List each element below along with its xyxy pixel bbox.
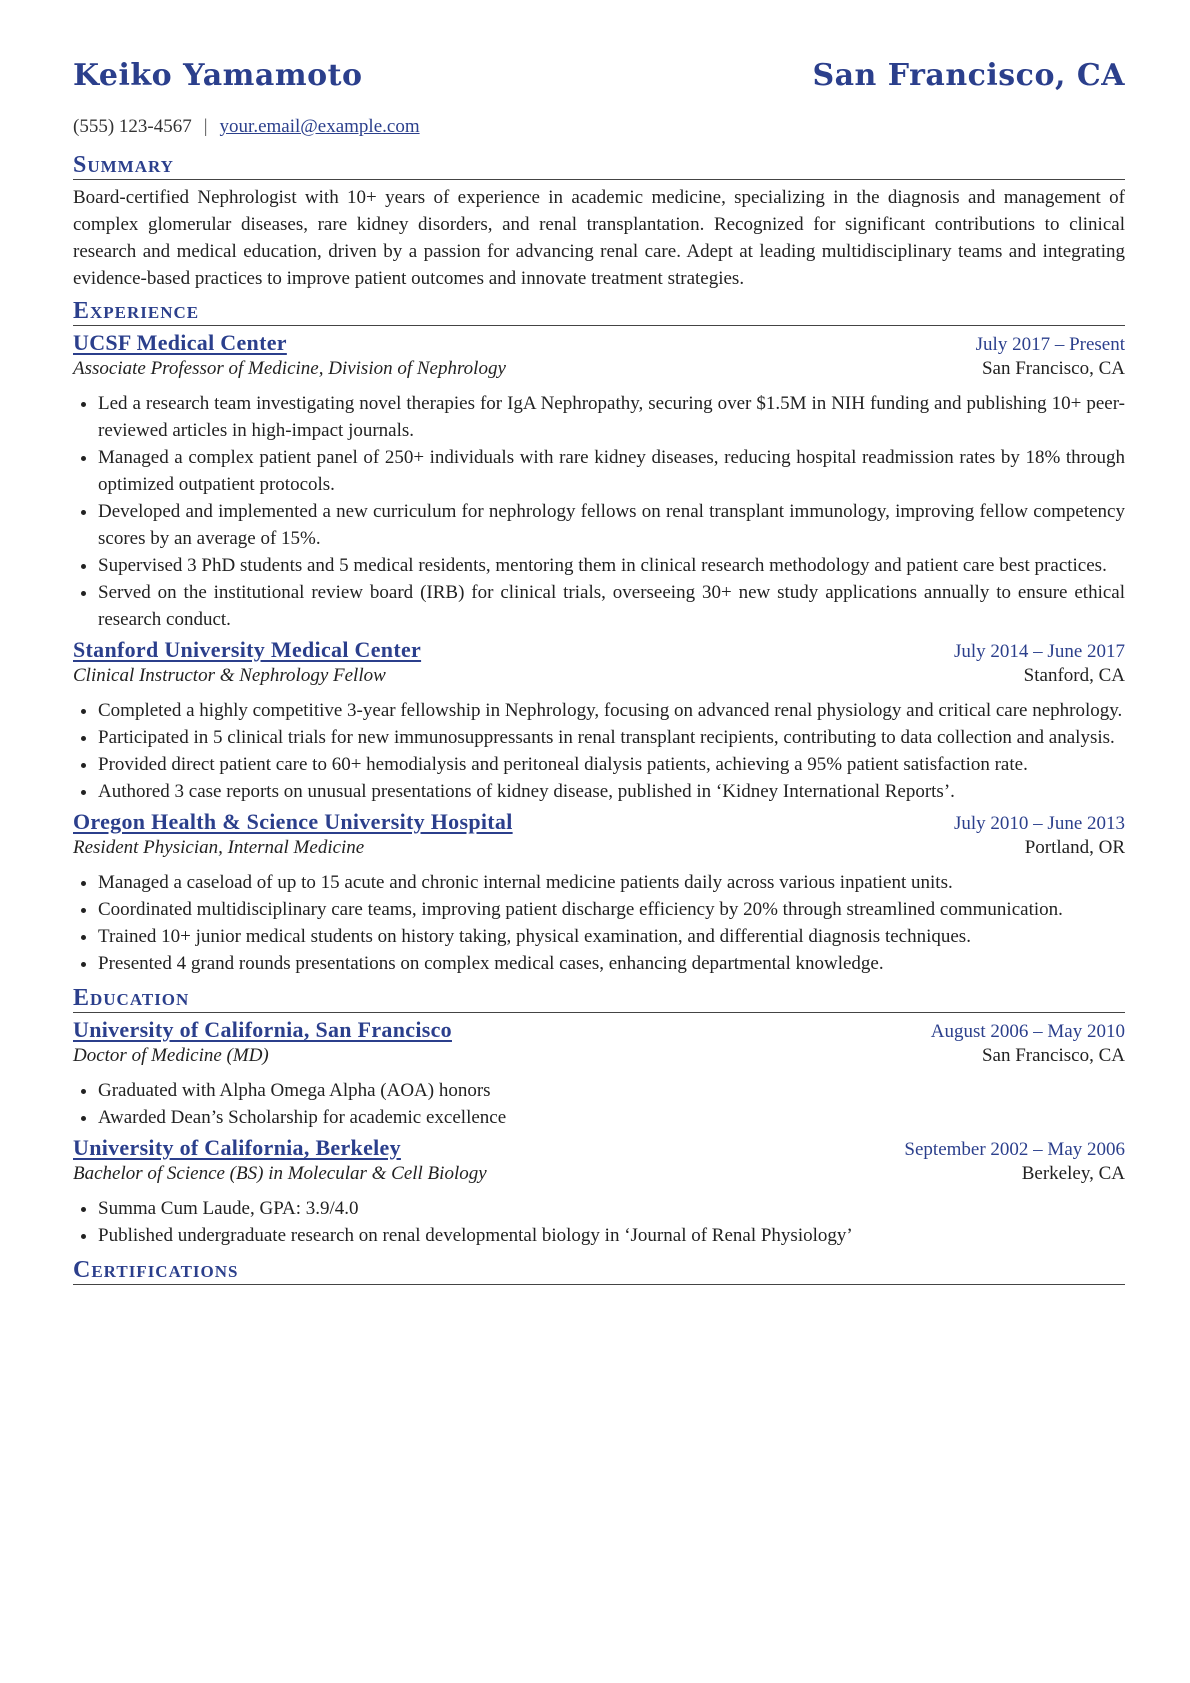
section-title-experience: Experience xyxy=(73,298,1125,326)
entry-header xyxy=(73,809,1125,835)
bullet-list xyxy=(73,1195,1125,1249)
bullet-item: • Completed a highly competitive 3-year fellowship in Nephrology, focusing on advanced renal physiology and critical care nephrology. xyxy=(98,697,1125,724)
education-entry xyxy=(73,1135,1125,1249)
education-entry xyxy=(73,1017,1125,1131)
organization-name[interactable]: Stanford University Medical Center xyxy=(73,637,422,662)
entry-header xyxy=(73,637,1125,663)
bullet-item: • Coordinated multidisciplinary care teams, improving patient discharge efficiency by 20% through streamlined communication. xyxy=(98,896,1125,923)
summary-text: Board-certified Nephrologist with 10+ years of experience in academic medicine, specializing in the diagnosis and management of complex glomerular diseases, rare kidney disorders, and renal transplantation. Recognized for significant contributions to clinical research and medical education, driven by a passion for advancing renal care. Adept at leading multidisciplinary teams and integrating evidence-based practices to improve patient outcomes and innovate treatment strategies. xyxy=(73,187,1125,289)
job-title: Resident Physician, Internal Medicine xyxy=(73,837,365,858)
bullet-list xyxy=(73,1077,1125,1131)
bullet-item: • Managed a complex patient panel of 250+ individuals with rare kidney diseases, reducing hospital readmission rates by 18% through optimized outpatient protocols. xyxy=(98,444,1125,498)
section-title-summary: Summary xyxy=(73,152,1125,180)
entry-location: San Francisco, CA xyxy=(981,358,1125,379)
institution-name[interactable]: University of California, Berkeley xyxy=(73,1135,401,1160)
bullet-item: • Participated in 5 clinical trials for new immunosuppressants in renal transplant recipients, contributing to data collection and analysis. xyxy=(98,724,1125,751)
entry-header xyxy=(73,1017,1125,1043)
contact-line xyxy=(73,112,1125,142)
education-section xyxy=(73,985,1125,1249)
bullet-item: • Summa Cum Laude, GPA: 3.9/4.0 xyxy=(98,1195,1125,1222)
summary-section xyxy=(73,152,1125,292)
organization-name[interactable]: UCSF Medical Center xyxy=(73,330,287,355)
resume-header xyxy=(73,58,1125,108)
experience-section xyxy=(73,298,1125,977)
entry-location: Portland, OR xyxy=(1024,837,1125,858)
bullet-item: • Awarded Dean’s Scholarship for academic excellence xyxy=(98,1104,1125,1131)
contact-separator: | xyxy=(203,116,208,137)
bullet-item: • Provided direct patient care to 60+ hemodialysis and peritoneal dialysis patients, achieving a 95% patient satisfaction rate. xyxy=(98,751,1125,778)
job-title: Associate Professor of Medicine, Division of Nephrology xyxy=(73,358,506,379)
experience-entry xyxy=(73,330,1125,633)
entry-subheader xyxy=(73,358,1125,380)
experience-entry xyxy=(73,809,1125,977)
entry-location: San Francisco, CA xyxy=(981,1045,1125,1066)
certifications-section xyxy=(73,1257,1125,1285)
entry-header xyxy=(73,330,1125,356)
degree: Doctor of Medicine (MD) xyxy=(73,1045,269,1066)
date-range: August 2006 – May 2010 xyxy=(930,1021,1125,1042)
section-title-education: Education xyxy=(73,985,1125,1013)
entry-header xyxy=(73,1135,1125,1161)
bullet-item: • Led a research team investigating novel therapies for IgA Nephropathy, securing over $1.5M in NIH funding and publishing 10+ peer-reviewed articles in high-impact journals. xyxy=(98,390,1125,444)
entry-subheader xyxy=(73,837,1125,859)
bullet-item: • Graduated with Alpha Omega Alpha (AOA) honors xyxy=(98,1077,1125,1104)
entry-location: Berkeley, CA xyxy=(1021,1163,1125,1184)
bullet-list xyxy=(73,390,1125,633)
bullet-item: • Developed and implemented a new curriculum for nephrology fellows on renal transplant immunology, improving fellow competency scores by an average of 15%. xyxy=(98,498,1125,552)
experience-entry xyxy=(73,637,1125,805)
bullet-item: • Served on the institutional review board (IRB) for clinical trials, overseeing 30+ new study applications annually to ensure ethical research conduct. xyxy=(98,579,1125,633)
bullet-item: • Presented 4 grand rounds presentations on complex medical cases, enhancing departmental knowledge. xyxy=(98,950,1125,977)
bullet-item: • Supervised 3 PhD students and 5 medical residents, mentoring them in clinical research methodology and patient care best practices. xyxy=(98,552,1125,579)
entry-subheader xyxy=(73,665,1125,687)
bullet-item: • Authored 3 case reports on unusual presentations of kidney disease, published in ‘Kidney International Reports’. xyxy=(98,778,1125,805)
date-range: September 2002 – May 2006 xyxy=(904,1139,1125,1160)
candidate-location: San Francisco, CA xyxy=(812,58,1125,93)
phone-number: (555) 123-4567 xyxy=(73,116,192,137)
email-link[interactable]: your.email@example.com xyxy=(219,116,420,137)
bullet-item: • Trained 10+ junior medical students on history taking, physical examination, and differential diagnosis techniques. xyxy=(98,923,1125,950)
date-range: July 2014 – June 2017 xyxy=(954,641,1125,662)
degree: Bachelor of Science (BS) in Molecular & Cell Biology xyxy=(73,1163,487,1184)
bullet-item: • Managed a caseload of up to 15 acute and chronic internal medicine patients daily across various inpatient units. xyxy=(98,869,1125,896)
bullet-list xyxy=(73,869,1125,977)
entry-subheader xyxy=(73,1163,1125,1185)
entry-subheader xyxy=(73,1045,1125,1067)
organization-name[interactable]: Oregon Health & Science University Hospital xyxy=(73,809,513,834)
resume-page xyxy=(73,58,1125,1285)
bullet-list xyxy=(73,697,1125,805)
bullet-item: • Published undergraduate research on renal developmental biology in ‘Journal of Renal Physiology’ xyxy=(98,1222,1125,1249)
date-range: July 2017 – Present xyxy=(975,334,1125,355)
date-range: July 2010 – June 2013 xyxy=(954,813,1125,834)
entry-location: Stanford, CA xyxy=(1023,665,1125,686)
section-title-certifications: Certifications xyxy=(73,1257,1125,1285)
job-title: Clinical Instructor & Nephrology Fellow xyxy=(73,665,386,686)
candidate-name: Keiko Yamamoto xyxy=(73,58,363,93)
institution-name[interactable]: University of California, San Francisco xyxy=(73,1017,452,1042)
